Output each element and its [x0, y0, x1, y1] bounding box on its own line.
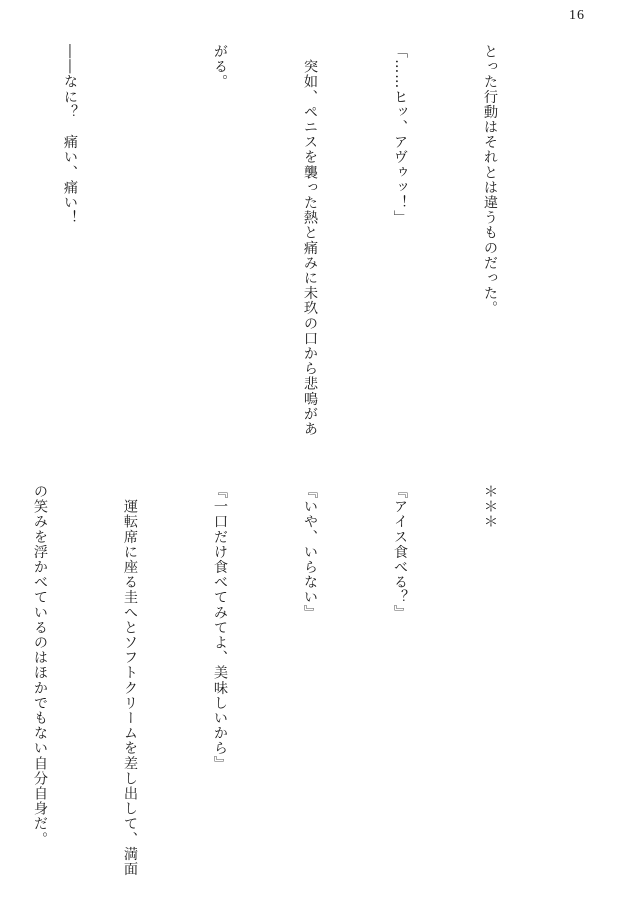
text-line: 『一口だけ食べてみてよ、美味しいから』 — [212, 484, 228, 771]
text-line: の笑みを浮かべているのはほかでもない自分自身だ。 — [32, 484, 48, 847]
text-line: がる。 — [212, 44, 228, 90]
scene-break-marker: ＊＊＊ — [482, 484, 498, 530]
text-line: 『アイス食べる？』 — [392, 484, 408, 620]
separator-mark — [318, 470, 321, 473]
text-line: 運転席に座る圭へとソフトクリームを差し出して、満面 — [122, 484, 138, 877]
text-line: とった行動はそれとは違うものだった。 — [482, 44, 498, 316]
page-number: 16 — [569, 8, 585, 23]
text-line: 「……ヒッ、アヴゥッ！」 — [392, 44, 408, 226]
text-line: ――なに？ 痛い、痛い！ — [62, 44, 78, 226]
lower-text-block — [0, 484, 565, 877]
upper-text-block — [0, 44, 565, 444]
text-line: 突如、ペニスを襲った熱と痛みに未玖の口から悲鳴があ — [302, 44, 318, 437]
text-line: 『いや、いらない』 — [302, 484, 318, 620]
